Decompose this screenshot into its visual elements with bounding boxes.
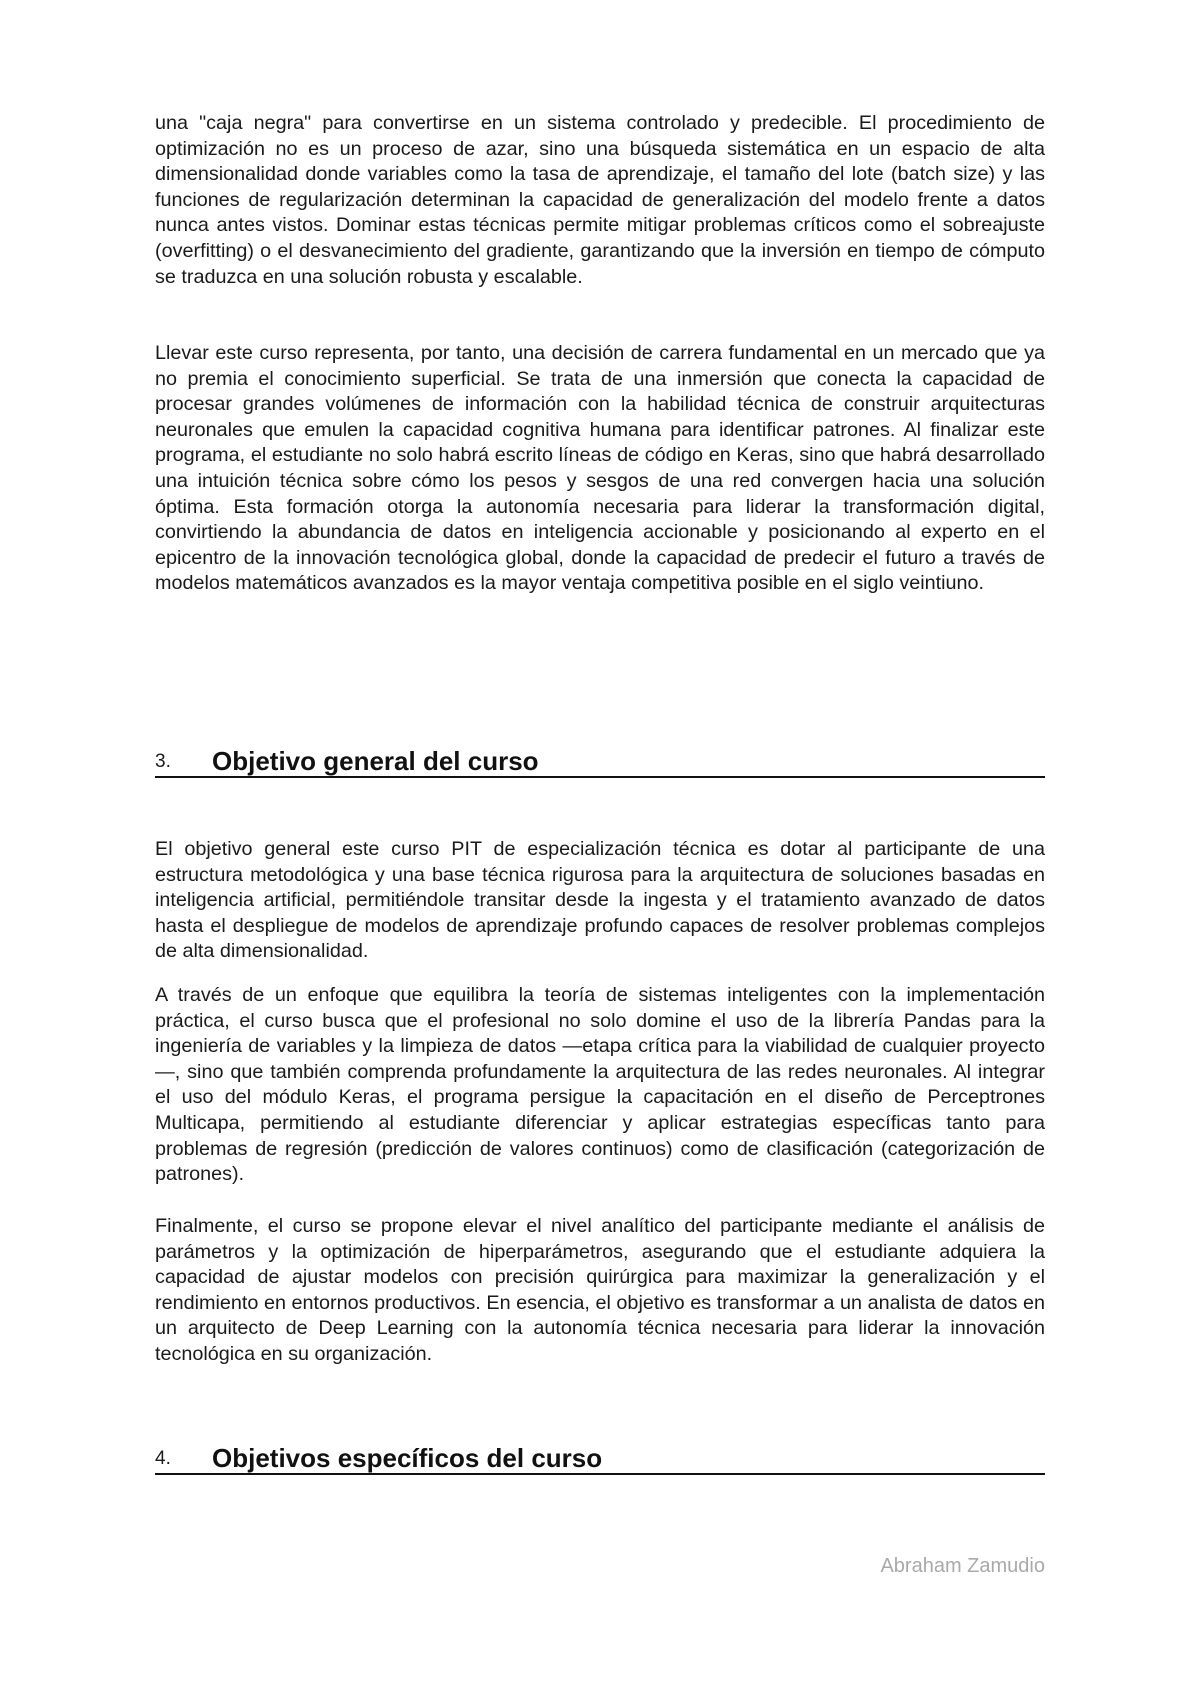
section-4-heading bbox=[155, 1437, 1045, 1475]
paragraph-career-decision: Llevar este curso representa, por tanto, una decisión de carrera fundamental en un mercado que ya no premia el conocimiento superficial. Se trata de una inmersión que conecta la capacidad de procesar grandes volúmenes de información con la habilidad técnica de construir arquitecturas neuronales que emulen la capacidad cognitiva humana para identificar patrones. Al finalizar este programa, el estudiante no solo habrá escrito líneas de código en Keras, sino que habrá desarrollado una intuición técnica sobre cómo los pesos y sesgos de una red convergen hacia una solución óptima. Esta formación otorga la autonomía necesaria para liderar la transformación digital, convirtiendo la abundancia de datos en inteligencia accionable y posicionando al experto en el epicentro de la innovación tecnológica global, donde la capacidad de predecir el futuro a través de modelos matemáticos avanzados es la mayor ventaja competitiva posible en el siglo veintiuno. bbox=[155, 342, 1045, 595]
section-4-number: 4. bbox=[155, 1448, 171, 1469]
section-3-title: Objetivo general del curso bbox=[212, 746, 539, 776]
footer-author: Abraham Zamudio bbox=[880, 1555, 1045, 1577]
paragraph-finally: Finalmente, el curso se propone elevar el nivel analítico del participante mediante el análisis de parámetros y la optimización de hiperparámetros, asegurando que el estudiante adquiera la capacidad de ajustar modelos con precisión quirúrgica para maximizar la generalización y el rendimiento en entornos productivos. En esencia, el objetivo es transformar a un analista de datos en un arquitecto de Deep Learning con la autonomía técnica necesaria para liderar la innovación tecnológica en su organización. bbox=[155, 1215, 1045, 1365]
paragraph-general-objective: El objetivo general este curso PIT de especialización técnica es dotar al participante de una estructura metodológica y una base técnica rigurosa para la arquitectura de soluciones basadas en inteligencia artificial, permitiéndole transitar desde la ingesta y el tratamiento avanzado de datos hasta el despliegue de modelos de aprendizaje profundo capaces de resolver problemas complejos de alta dimensionalidad. bbox=[155, 838, 1045, 963]
section-3-heading bbox=[155, 740, 1045, 778]
section-4-title: Objetivos específicos del curso bbox=[212, 1443, 603, 1473]
section-3-body-2 bbox=[155, 983, 1045, 1188]
paragraph-approach: A través de un enfoque que equilibra la teoría de sistemas inteligentes con la implementación práctica, el curso busca que el profesional no solo domine el uso de la librería Pandas para la ingeniería de variables y la limpieza de datos —etapa crítica para la viabilidad de cualquier proyecto—, sino que también comprenda profundamente la arquitectura de las redes neuronales. Al integrar el uso del módulo Keras, el programa persigue la capacitación en el diseño de Perceptrones Multicapa, permitiendo al estudiante diferenciar y aplicar estrategias específicas tanto para problemas de regresión (predicción de valores continuos) como de clasificación (categorización de patrones). bbox=[155, 984, 1045, 1186]
paragraph-optimization: una "caja negra" para convertirse en un sistema controlado y predecible. El procedimiento de optimización no es un proceso de azar, sino una búsqueda sistemática en un espacio de alta dimensionalidad donde variables como la tasa de aprendizaje, el tamaño del lote (batch size) y las funciones de regularización determinan la capacidad de generalización del modelo frente a datos nunca antes vistos. Dominar estas técnicas permite mitigar problemas críticos como el sobreajuste (overfitting) o el desvanecimiento del gradiente, garantizando que la inversión en tiempo de cómputo se traduzca en una solución robusta y escalable. bbox=[155, 112, 1045, 288]
section-3-body-1 bbox=[155, 837, 1045, 965]
intro-text-block-2 bbox=[155, 341, 1045, 597]
section-3-number: 3. bbox=[155, 751, 171, 772]
intro-text-block bbox=[155, 111, 1045, 290]
section-3-body-3 bbox=[155, 1214, 1045, 1368]
